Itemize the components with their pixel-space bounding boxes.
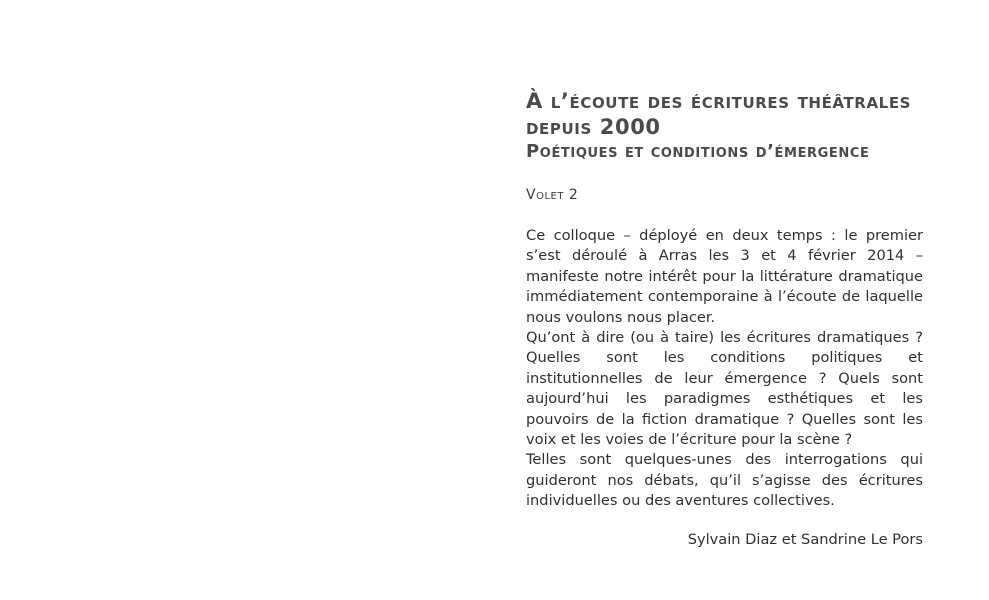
document-page [526, 88, 923, 550]
paragraph-intro: Ce colloque – déployé en deux temps : le premier s’est déroulé à Arras les 3 et 4 février 2014 – manifeste notre intérêt pour la littérature dramatique immédiatement contemporaine à l’écoute de laquelle nous voulons nous placer. [526, 227, 923, 326]
body-text [526, 226, 923, 512]
subtitle: Poétiques et conditions d’émergence [526, 141, 870, 162]
title-line-1: À l’écoute des écritures théâtrales [526, 89, 912, 113]
section-label: Volet 2 [526, 187, 579, 203]
title-line-2: depuis 2000 [526, 115, 661, 139]
signature: Sylvain Diaz et Sandrine Le Pors [687, 530, 923, 548]
paragraph-questions: Qu’ont à dire (ou à taire) les écritures dramatiques ? Quelles sont les conditions politiques et institutionnelles de leur émergence ? Quels sont aujourd’hui les paradigmes esthétiques et les pouvoirs de la fiction dramatique ? Quelles sont les voix et les voies de l’écriture pour la scène ? [526, 329, 923, 449]
paragraph-conclusion: Telles sont quelques-unes des interrogations qui guideront nos débats, qu’il s’agisse des écritures individuelles ou des aventures collectives. [526, 451, 923, 510]
page-title [526, 88, 923, 164]
